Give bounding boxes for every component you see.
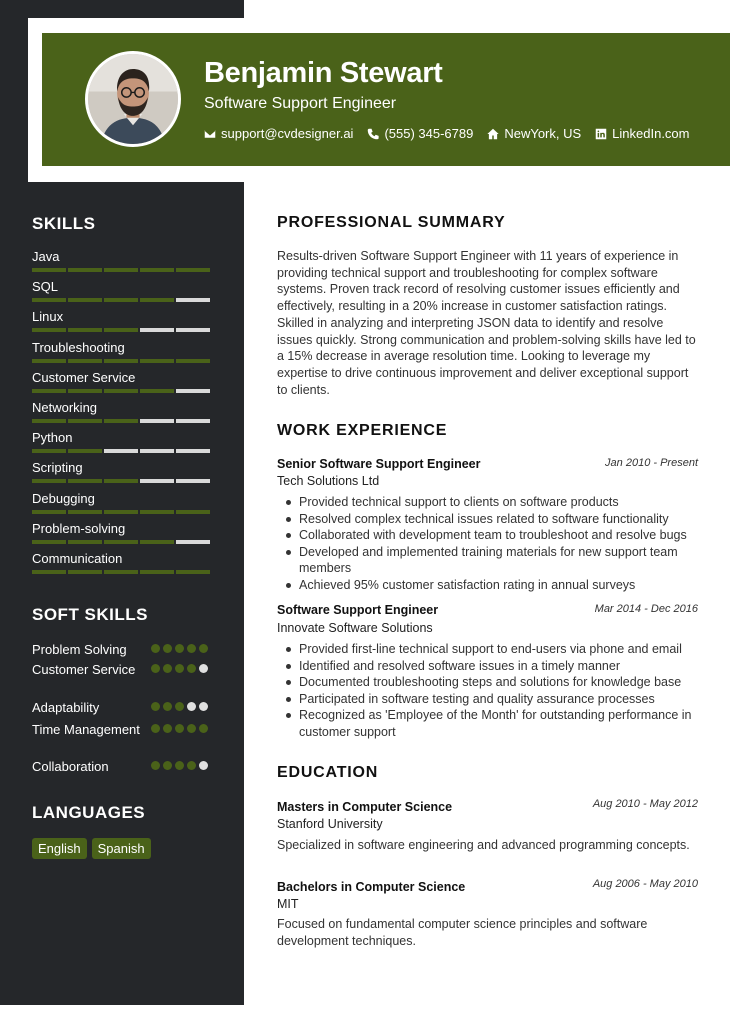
list-item: Participated in software testing and quality assurance processes — [299, 691, 701, 708]
skill-level-segment — [176, 328, 210, 332]
rating-dot — [151, 644, 160, 653]
skill-level-bars — [32, 540, 210, 544]
contact-linkedin-text: LinkedIn.com — [612, 126, 690, 141]
skill-item — [32, 249, 212, 266]
skill-item — [32, 400, 212, 417]
skill-name: Debugging — [32, 490, 95, 506]
skill-name: Customer Service — [32, 369, 136, 385]
skills-title: SKILLS — [32, 214, 96, 233]
skill-level-segment — [176, 479, 210, 483]
skill-level-bars — [32, 449, 210, 453]
skill-level-segment — [68, 389, 102, 393]
skill-name: Java — [32, 249, 60, 264]
soft-skill-rating — [151, 664, 208, 673]
skill-level-segment — [176, 298, 210, 302]
skill-level-segment — [68, 359, 102, 363]
experience-title: WORK EXPERIENCE — [277, 422, 448, 439]
skill-level-segment — [32, 268, 66, 272]
skill-level-segment — [68, 298, 102, 302]
skill-level-segment — [32, 570, 66, 574]
skill-level-segment — [32, 540, 66, 544]
rating-dot — [199, 644, 208, 653]
skill-item — [32, 340, 212, 357]
rating-dot — [151, 702, 160, 711]
skill-level-segment — [176, 510, 210, 514]
contact-linkedin[interactable] — [595, 126, 689, 141]
skill-level-segment — [176, 419, 210, 423]
skill-name: Python — [32, 430, 73, 446]
skill-item — [32, 460, 212, 477]
skill-level-segment — [32, 449, 66, 453]
skill-level-segment — [140, 479, 174, 483]
contact-email[interactable] — [204, 126, 353, 141]
soft-skill-item — [32, 661, 212, 678]
soft-skill-name: Adaptability — [32, 700, 100, 715]
skill-level-bars — [32, 268, 210, 272]
soft-skill-item — [32, 641, 212, 658]
soft-skill-name: Problem Solving — [32, 642, 127, 657]
skill-item — [32, 551, 212, 568]
skill-level-segment — [140, 389, 174, 393]
rating-dot — [187, 702, 196, 711]
job-date: Mar 2014 - Dec 2016 — [594, 603, 698, 615]
rating-dot — [187, 664, 196, 673]
skill-level-segment — [32, 328, 66, 332]
skill-level-segment — [176, 570, 210, 574]
rating-dot — [163, 664, 172, 673]
skill-name: Linux — [32, 309, 64, 325]
language-badge: Spanish — [92, 838, 151, 859]
skill-name: Problem-solving — [32, 520, 126, 536]
skill-level-segment — [140, 570, 174, 574]
skill-level-segment — [176, 268, 210, 272]
rating-dot — [175, 761, 184, 770]
list-item: Provided technical support to clients on software products — [299, 494, 701, 511]
languages-list — [32, 838, 151, 859]
skill-level-segment — [140, 298, 174, 302]
rating-dot — [175, 664, 184, 673]
list-item: Collaborated with development team to troubleshoot and resolve bugs — [299, 527, 701, 544]
skill-level-bars — [32, 389, 210, 393]
skill-item — [32, 521, 212, 538]
education-title: EDUCATION — [277, 764, 379, 781]
soft-skill-name: Customer Service — [32, 662, 136, 677]
skill-level-segment — [140, 268, 174, 272]
skill-level-segment — [104, 540, 138, 544]
degree-title: Bachelors in Computer Science — [277, 880, 466, 894]
degree-description: Specialized in software engineering and advanced programming concepts. — [277, 838, 690, 852]
envelope-icon — [204, 128, 216, 140]
skill-level-segment — [104, 570, 138, 574]
skill-level-bars — [32, 570, 210, 574]
skill-level-segment — [68, 449, 102, 453]
skill-item — [32, 279, 212, 296]
skill-level-segment — [32, 479, 66, 483]
skill-level-segment — [140, 510, 174, 514]
soft-skill-rating — [151, 761, 208, 770]
list-item: Achieved 95% customer satisfaction rating in annual surveys — [299, 577, 701, 594]
skill-level-segment — [32, 419, 66, 423]
rating-dot — [163, 702, 172, 711]
rating-dot — [199, 702, 208, 711]
skill-level-segment — [68, 479, 102, 483]
contact-location — [487, 126, 581, 141]
contact-email-text: support@cvdesigner.ai — [221, 126, 354, 141]
skill-level-segment — [140, 540, 174, 544]
candidate-role: Software Support Engineer — [204, 95, 397, 112]
contact-list — [204, 126, 690, 141]
skill-level-segment — [68, 328, 102, 332]
rating-dot — [199, 761, 208, 770]
job-bullets — [299, 494, 701, 594]
list-item: Recognized as 'Employee of the Month' for outstanding performance in customer support — [299, 707, 701, 740]
rating-dot — [151, 664, 160, 673]
skill-level-segment — [104, 510, 138, 514]
soft-skill-item — [32, 721, 212, 738]
skill-level-segment — [104, 268, 138, 272]
skill-level-bars — [32, 479, 210, 483]
soft-skill-item — [32, 758, 212, 775]
rating-dot — [187, 724, 196, 733]
profile-photo — [85, 51, 181, 147]
rating-dot — [163, 644, 172, 653]
skill-level-segment — [176, 540, 210, 544]
skill-level-bars — [32, 298, 210, 302]
languages-title: LANGUAGES — [32, 803, 146, 822]
job-bullets — [299, 641, 701, 741]
soft-skill-rating — [151, 702, 208, 711]
job-company: Tech Solutions Ltd — [277, 474, 380, 488]
skill-item — [32, 491, 212, 508]
soft-skill-rating — [151, 644, 208, 653]
phone-icon — [367, 128, 379, 140]
list-item: Documented troubleshooting steps and solutions for knowledge base — [299, 674, 701, 691]
rating-dot — [187, 644, 196, 653]
skill-level-segment — [104, 298, 138, 302]
summary-text: Results-driven Software Support Engineer with 11 years of experience in providing technical support and troubleshooting for complex software systems. Proven track record of resolving customer issues efficiently and effectively, resulting in a 20% increase in customer satisfaction ratings. Skilled in analyzing and interpreting JSON data to identify and resolve issues quickly. Strong communication and problem-solving skills have led to a 15% decrease in average resolution time. Looking to leverage my expertise to drive continuous improvement and deliver exceptional support to clients. — [277, 249, 696, 397]
skill-level-bars — [32, 359, 210, 363]
job-date: Jan 2010 - Present — [605, 457, 698, 469]
skill-level-segment — [140, 359, 174, 363]
skill-level-segment — [68, 268, 102, 272]
profile-photo-image — [88, 54, 178, 144]
soft-skill-rating — [151, 724, 208, 733]
language-badge: English — [32, 838, 87, 859]
skill-level-segment — [104, 328, 138, 332]
rating-dot — [175, 644, 184, 653]
skill-level-segment — [104, 419, 138, 423]
job-title: Senior Software Support Engineer — [277, 457, 481, 471]
skill-item — [32, 309, 212, 326]
school-name: Stanford University — [277, 817, 383, 831]
skill-level-segment — [68, 570, 102, 574]
skill-level-segment — [32, 389, 66, 393]
rating-dot — [151, 761, 160, 770]
skill-level-segment — [68, 510, 102, 514]
contact-location-text: NewYork, US — [504, 126, 582, 141]
list-item: Identified and resolved software issues in a timely manner — [299, 658, 701, 675]
rating-dot — [151, 724, 160, 733]
degree-date: Aug 2006 - May 2010 — [592, 878, 698, 890]
summary-title: PROFESSIONAL SUMMARY — [277, 214, 506, 231]
skill-name: Troubleshooting — [32, 339, 125, 355]
rating-dot — [163, 761, 172, 770]
list-item: Developed and implemented training materials for new support team members — [299, 544, 701, 577]
skill-level-segment — [32, 510, 66, 514]
skill-item — [32, 430, 212, 447]
skill-name: Networking — [32, 400, 98, 415]
rating-dot — [199, 664, 208, 673]
skill-level-bars — [32, 328, 210, 332]
skill-item — [32, 370, 212, 387]
degree-description: Focused on fundamental computer science principles and software development techniques. — [277, 917, 648, 948]
rating-dot — [199, 724, 208, 733]
skill-level-segment — [176, 389, 210, 393]
job-company: Innovate Software Solutions — [277, 621, 433, 635]
soft-skill-item — [32, 699, 212, 716]
rating-dot — [175, 702, 184, 711]
rating-dot — [163, 724, 172, 733]
candidate-name: Benjamin Stewart — [204, 57, 443, 89]
skill-level-segment — [176, 449, 210, 453]
skill-name: Communication — [32, 551, 123, 566]
rating-dot — [187, 761, 196, 770]
degree-date: Aug 2010 - May 2012 — [592, 798, 698, 810]
skill-level-segment — [140, 328, 174, 332]
skill-level-bars — [32, 510, 210, 514]
skill-level-segment — [104, 479, 138, 483]
list-item: Resolved complex technical issues related to software functionality — [299, 511, 701, 528]
skill-level-segment — [32, 298, 66, 302]
contact-phone-text: (555) 345-6789 — [384, 126, 474, 141]
skill-level-segment — [68, 419, 102, 423]
soft-skills-title: SOFT SKILLS — [32, 605, 148, 624]
contact-phone[interactable] — [367, 126, 473, 141]
linkedin-icon — [595, 128, 607, 140]
skill-level-segment — [104, 359, 138, 363]
home-icon — [487, 128, 499, 140]
soft-skill-name: Collaboration — [32, 759, 109, 774]
skill-level-segment — [104, 449, 138, 453]
degree-title: Masters in Computer Science — [277, 800, 453, 814]
job-title: Software Support Engineer — [277, 603, 439, 617]
skill-level-bars — [32, 419, 210, 423]
rating-dot — [175, 724, 184, 733]
list-item: Provided first-line technical support to end-users via phone and email — [299, 641, 701, 658]
skill-level-segment — [68, 540, 102, 544]
skill-level-segment — [140, 419, 174, 423]
skill-level-segment — [176, 359, 210, 363]
skill-level-segment — [140, 449, 174, 453]
soft-skill-name: Time Management — [32, 722, 140, 737]
skill-level-segment — [32, 359, 66, 363]
school-name: MIT — [277, 897, 299, 911]
skill-name: SQL — [32, 279, 59, 295]
skill-level-segment — [104, 389, 138, 393]
skill-name: Scripting — [32, 460, 83, 476]
